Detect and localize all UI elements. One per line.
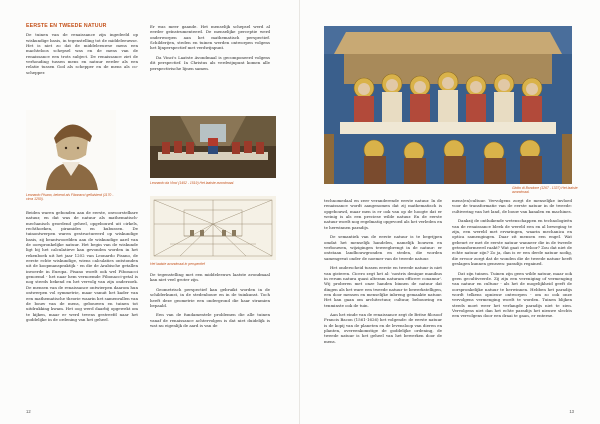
perspective-diagram-image [150,196,276,260]
paragraph: Het onderscheid tussen eerste en tweede natuur is niet van gisteren. Cicero zegt het al: 'nostris denique manibus in rerum natura quasi alteram naturam efficere conamur'. Wij proberen met onze handen binnen de natuur dat dingen als het ware een tweede natuur te bewerkstelligen, een door mensen en menselijke inbreng gemaakte natuur. Het kan gaan om architectuur, cultuur, bebouwing en tenminste ook de tuin. [324,265,442,308]
page-number: 13 [569,409,574,414]
pisano-portrait-image [26,110,116,190]
paragraph: De tegenstelling met een middeleeuws laatste avondmaal kan niet veel groter zijn. [150,272,270,283]
left-column-2-top [150,24,270,75]
paragraph: Een van de fundamentele problemen die alle tuinen vanaf de renaissance achtervolgen is dat niet duidelijk is wat nu eigenlijk de aard is van de [150,312,270,329]
paragraph: Geometrisch perspectief kan gebruikt worden in de schilderkunst, in de stedenbouw en in de tuinkunst. Toch heeft deze geometrie een ondergrond die haar stramien bepaald. [150,286,270,308]
section-title: EERSTE EN TWEEDE NATUUR [26,23,107,29]
paragraph: mens(en)cultuur. Vervolgens zorgt de menselijke invloed voor de transformatie van de eerste natuur in de tweede: cultivering van het land, de bouw van kanalen en machines. [452,198,572,214]
left-column-1-top [26,24,138,79]
left-column-2-bottom [150,272,270,333]
caption-perspective: Het laatste avondmaal in perspectief [150,262,205,266]
paragraph: Aan het einde van de renaissance zegt de Britse filosoof Francis Bacon (1561-1626) het volgende: de eerste natuur is de kopij van de planeten en de levensloop van dieren en planten, overeenkomstige de goddelijke ordening, de tweede natuur is het geheel van het bewerken door de mens. [324,312,442,344]
paragraph: Dat zijn tuinen. Tuinen zijn geen wilde natuur, maar ook geen gecultiveerde. Zij zijn een vereniging of vermenging van natuur en cultuur - als het de mogelijkheid geeft de oorspronkelijke natuur te herwinnen. Hebben het paradijs wordt telkens opnieuw ontworpen - om zo ook onze vervolgens vermenging wordt te worden. Tuinen blijken steeds moet weer het verlangde paradijs niet te zien. Vervolgens niet dan het echte paradijs het nieuwe slechts een vervolgens door een draai te gaan, er enterne. [452,270,572,319]
paragraph: Da Vinci's Laatste Avondmaal is gecomponeerd volgens dit perspectief. In Christus als verdwijnpunt komen alle perspectivische lijnen samen. [150,54,270,71]
caption-pisano: Leonardo Pisano, bekend als Fibonacci gefluisterd (1170 - circa 1250). [26,193,114,202]
right-page [300,0,600,424]
paragraph: Beiden waren gebonden aan de eerste, onvoorstelbare natuur, en dat was de natuur als mathematisch-mechanisch geordend geheel, opgebouwd uit cirkels, rechthoeken, piramides en kubussen. De tuinontwerpen waren gestructureerd op wiskundige basis, zij beantwoordden aan de wiskundige aard van de oorspronkelijke natuur. Het begin van de wiskunde ligt bij het calculatieve kan gevonden worden in het rekenboek uit het jaar 1202 van Leonardo Pisano, de eerste echte wiskundige, wiens calculaties ontstonden uit de koopmanspraktijk - en die de Arabische getallen invoerde in Europa. Pisano wordt ook wel Fibonacci genoemd - het naar hem vernoemde Fibonacci-getal is nog steeds bekend en het vervolg van zijn onderzoek. De mensen van de renaissance ontwierpen daarom hun ontwerpen vol symmetrie, maar vanuit het kader van een mathematische theorie waarin het samenvallen van de bouw van de mens, gebouwen en tuinen tot uitdrukking kwam. Het oog werd daarbij opgewekt om te kijken, maar er werd tevens gestreefd naar het goddelijke in de ordening van het geheel. [26,210,138,322]
paragraph: De tuinen van de renaissance zijn ingedeeld op wiskundige basis, in tegenstelling tot de middeleeuwse. Het is niet zo dat de middeleeuwse mens een machteloos schepsel was en de mens van de renaissance een trots subject. De renaissance ziet de verhouding tussen mens en natuur eerder als een relatie tussen God als schepper en de mens als co-schepper. [26,32,138,75]
last-supper-davinci-image [150,116,276,178]
caption-davinci: Leonardo da Vinci (1452 - 1519) Het laatste avondmaal. [150,181,235,185]
right-column-1 [324,198,442,348]
paragraph: Dankzij de ontluikende wetenschappen en technologieën van de renaissance bleek de wereld een en al beweging te zijn, een wereld met ervaringen, waarin mechanica en optica samengingen. Daar zit mensen een engel. Wat gebeurt er met de eerste natuur wanneer die in de tweede getransformeerd raakt? Wat gaat er teloor? Zou dat niet de echte natuur zijn? Zo ja, dan is er een derde natuur nodig, die ervoor zorgt dat de wonden die de tweede natuur heeft geslagen kunnen genezen: paradijs regained. [452,218,572,266]
right-column-2 [452,198,572,323]
caption-giotto: Giotto di Bondone (1267 - 1337) Het laatste avondmaal. [512,186,578,195]
paragraph: technomedaal en zeer veranderende eerste natuur. In de renaissance wordt aangenomen dat zij mathematisch is opgebouwd, maar men is er ook van op de hoogte dat er weinig is als een preciese wilde natuur. En de eerste natuur wordt nog regelmatig opgevoed als het verleden en te herwinnen paradijs. [324,198,442,230]
paragraph: Er was meer gaande. Het menselijk schepsel werd al eerder geïnstrumenteerd. De menselijke perceptie werd onderworpen aan het mathematisch perspectief. Schilderijen, steden en tuinen werden ontworpen volgens het lijnperspectief met verdwijnpunt. [150,24,270,51]
page-number: 12 [26,409,31,414]
last-supper-giotto-image [324,26,572,184]
paragraph: De semantiek van de eerste natuur is te begrijpen omdat het menselijk handelen, namelijk bouwen en verbouwen, wijzigingen teweegbrengt in de natuur: er ontstaan landbouwgronden en steden, die worden samengevat onder de noemer van de tweede natuur. [324,234,442,261]
left-column-1-bottom [26,210,138,326]
